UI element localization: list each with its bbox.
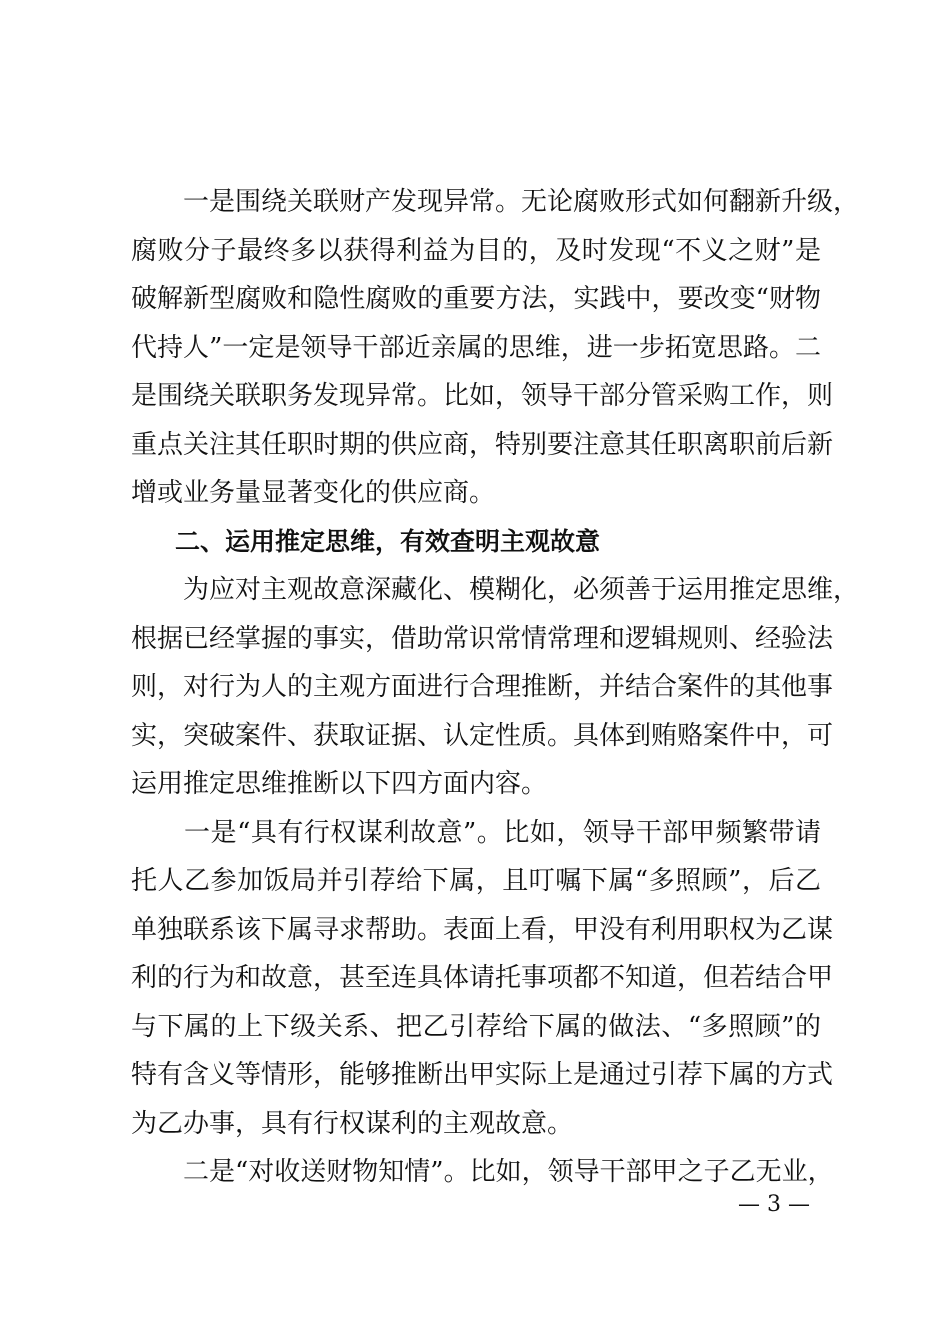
paragraph-1-line-5: 是围绕关联职务发现异常。比如，领导干部分管采购工作，则 [131, 381, 834, 411]
paragraph-3-line-4: 利的行为和故意，甚至连具体请托事项都不知道，但若结合甲 [131, 963, 834, 993]
paragraph-3-line-7: 为乙办事，具有行权谋利的主观故意。 [131, 1108, 574, 1139]
paragraph-1-line-1: 一是围绕关联财产发现异常。无论腐败形式如何翻新升级， [131, 187, 860, 217]
paragraph-1-line-4: 代持人”一定是领导干部近亲属的思维，进一步拓宽思路。二 [131, 332, 821, 363]
paragraph-2-line-3: 则，对行为人的主观方面进行合理推断，并结合案件的其他事 [131, 672, 834, 702]
paragraph-1-line-3: 破解新型腐败和隐性腐败的重要方法，实践中，要改变“财物 [131, 284, 821, 314]
paragraph-2-line-1: 为应对主观故意深藏化、模糊化，必须善于运用推定思维， [131, 575, 860, 605]
paragraph-2-line-4: 实，突破案件、获取证据、认定性质。具体到贿赂案件中，可 [131, 720, 834, 751]
paragraph-2-line-5: 运用推定思维推断以下四方面内容。 [131, 769, 548, 799]
page-number: — 3 — [738, 1192, 810, 1217]
section-heading: 二、运用推定思维，有效查明主观故意 [175, 526, 601, 556]
paragraph-3-line-1: 一是“具有行权谋利故意”。比如，领导干部甲频繁带请 [131, 817, 821, 848]
paragraph-1-line-2: 腐败分子最终多以获得利益为目的，及时发现“不义之财”是 [131, 235, 821, 266]
paragraph-4-line-1: 二是“对收送财物知情”。比如，领导干部甲之子乙无业， [131, 1157, 834, 1187]
paragraph-2-line-2: 根据已经掌握的事实，借助常识常情常理和逻辑规则、经验法 [131, 623, 834, 654]
paragraph-3-line-6: 特有含义等情形，能够推断出甲实际上是通过引荐下属的方式 [131, 1060, 834, 1090]
paragraph-3-line-2: 托人乙参加饭局并引荐给下属，且叮嘱下属“多照顾”，后乙 [131, 866, 821, 896]
paragraph-3-line-3: 单独联系该下属寻求帮助。表面上看，甲没有利用职权为乙谋 [131, 914, 834, 945]
paragraph-3-line-5: 与下属的上下级关系、把乙引荐给下属的做法、“多照顾”的 [131, 1011, 821, 1042]
paragraph-1-line-7: 增或业务量显著变化的供应商。 [131, 478, 496, 508]
paragraph-1-line-6: 重点关注其任职时期的供应商，特别要注意其任职离职前后新 [131, 429, 834, 460]
